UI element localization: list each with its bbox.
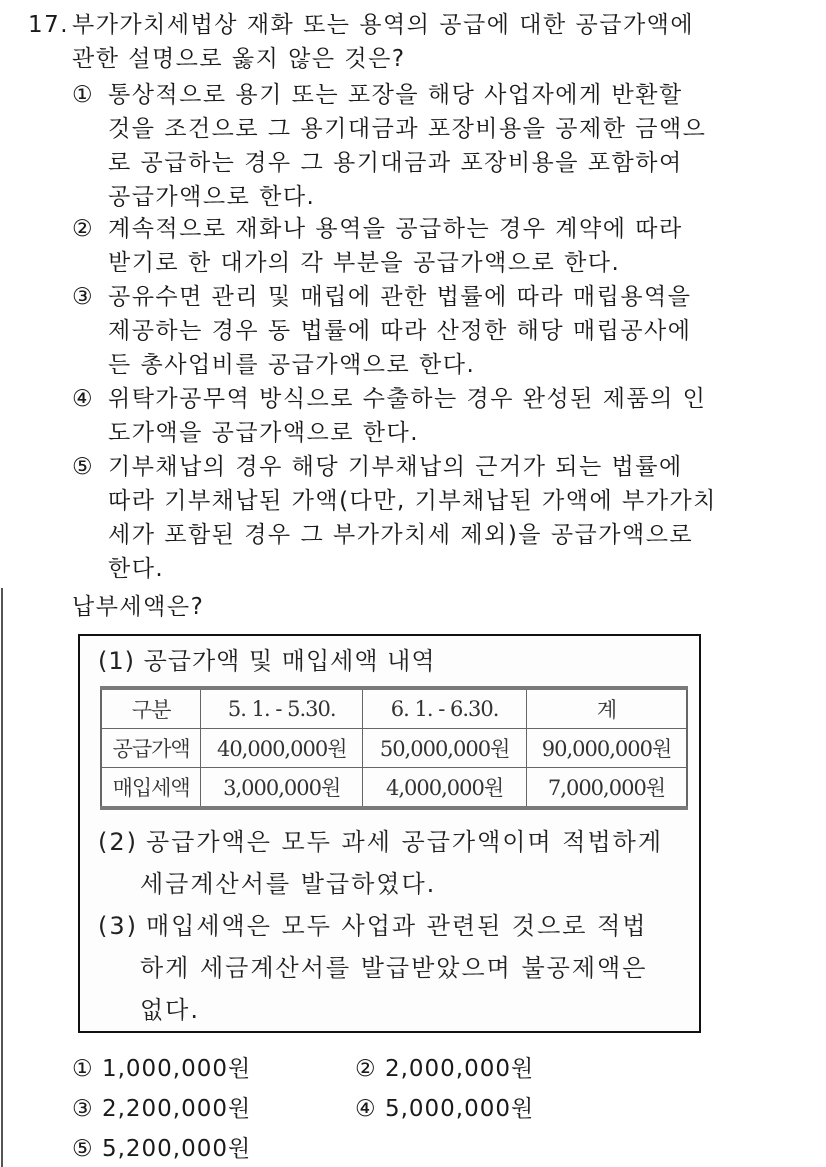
table-row bbox=[101, 768, 687, 809]
table-cell: 40,000,000원 bbox=[201, 729, 363, 768]
answer-value: 5,200,000원 bbox=[101, 1136, 252, 1162]
option-line: 제공하는 경우 동 법률에 따라 산정한 해당 매립공사에 bbox=[108, 318, 692, 344]
answer-value: 1,000,000원 bbox=[101, 1056, 252, 1082]
note-line: 하게 세금계산서를 발급받았으며 불공제액은 bbox=[140, 954, 648, 982]
option-marker: ① bbox=[72, 82, 93, 108]
option-line: 계속적으로 재화나 용역을 공급하는 경우 계약에 따라 bbox=[108, 216, 683, 242]
table-row bbox=[101, 729, 687, 768]
table-cell: 4,000,000원 bbox=[363, 768, 527, 809]
table-cell: 50,000,000원 bbox=[363, 729, 527, 768]
answer-choice-2[interactable] bbox=[355, 1052, 534, 1086]
table-header-row bbox=[101, 688, 687, 729]
option-line: 공급가액으로 한다. bbox=[108, 184, 316, 210]
table-header-cell: 5. 1. - 5.30. bbox=[201, 688, 363, 729]
option-line: 도가액을 공급가액으로 한다. bbox=[108, 420, 420, 446]
table-cell: 3,000,000원 bbox=[201, 768, 363, 809]
note-line: 공급가액은 모두 과세 공급가액이며 적법하게 bbox=[146, 828, 664, 856]
answer-marker: ④ bbox=[355, 1096, 377, 1122]
table-header-cell: 구분 bbox=[101, 688, 201, 729]
answer-marker: ① bbox=[72, 1056, 94, 1082]
supply-purchase-table bbox=[100, 686, 688, 810]
option-line: 따라 기부채납된 가액(다만, 기부채납된 가액에 부가가치 bbox=[108, 488, 717, 514]
answer-value: 5,000,000원 bbox=[384, 1096, 535, 1122]
info-box-title: (1) 공급가액 및 매입세액 내역 bbox=[98, 647, 436, 675]
option-line: 것을 조건으로 그 용기대금과 포장비용을 공제한 금액으 bbox=[108, 116, 707, 142]
option-line: 위탁가공무역 방식으로 수출하는 경우 완성된 제품의 인 bbox=[108, 386, 707, 412]
answer-choice-3[interactable] bbox=[72, 1092, 251, 1126]
option-line: 든 총사업비를 공급가액으로 한다. bbox=[108, 352, 476, 378]
option-line: 한다. bbox=[108, 556, 165, 582]
answer-marker: ③ bbox=[72, 1096, 94, 1122]
question-prompt: 납부세액은? bbox=[72, 594, 205, 620]
option-marker: ③ bbox=[72, 284, 93, 310]
table-cell: 7,000,000원 bbox=[527, 768, 687, 809]
option-line: 로 공급하는 경우 그 용기대금과 포장비용을 포함하여 bbox=[108, 150, 683, 176]
table-header-cell: 계 bbox=[527, 688, 687, 729]
note-marker: (2) bbox=[98, 828, 138, 856]
column-divider bbox=[1, 588, 3, 1167]
table-cell: 90,000,000원 bbox=[527, 729, 687, 768]
answer-choice-5[interactable] bbox=[72, 1132, 251, 1166]
table-header-cell: 6. 1. - 6.30. bbox=[363, 688, 527, 729]
question-text-line: 부가가치세법상 재화 또는 용역의 공급에 대한 공급가액에 bbox=[72, 12, 695, 38]
answer-value: 2,000,000원 bbox=[384, 1056, 535, 1082]
note-marker: (3) bbox=[98, 912, 138, 940]
answer-choice-4[interactable] bbox=[355, 1092, 534, 1126]
option-line: 세가 포함된 경우 그 부가가치세 제외)을 공급가액으로 bbox=[108, 522, 694, 548]
option-marker: ④ bbox=[72, 386, 93, 412]
answer-value: 2,200,000원 bbox=[101, 1096, 252, 1122]
question-number: 17. bbox=[28, 12, 70, 38]
option-line: 기부채납의 경우 해당 기부채납의 근거가 되는 법률에 bbox=[108, 454, 683, 480]
question-text-line: 관한 설명으로 옳지 않은 것은? bbox=[72, 46, 406, 72]
table-cell: 공급가액 bbox=[101, 729, 201, 768]
answer-marker: ② bbox=[355, 1056, 377, 1082]
option-line: 공유수면 관리 및 매립에 관한 법률에 따라 매립용역을 bbox=[108, 284, 692, 310]
option-line: 받기로 한 대가의 각 부분을 공급가액으로 한다. bbox=[108, 250, 621, 276]
option-marker: ② bbox=[72, 216, 93, 242]
note-line: 매입세액은 모두 사업과 관련된 것으로 적법 bbox=[146, 912, 648, 940]
note-line: 세금계산서를 발급하였다. bbox=[140, 870, 437, 898]
note-line: 없다. bbox=[140, 996, 200, 1024]
table-cell: 매입세액 bbox=[101, 768, 201, 809]
option-marker: ⑤ bbox=[72, 454, 93, 480]
answer-choice-1[interactable] bbox=[72, 1052, 251, 1086]
answer-marker: ⑤ bbox=[72, 1136, 94, 1162]
option-line: 통상적으로 용기 또는 포장을 해당 사업자에게 반환할 bbox=[108, 82, 683, 108]
